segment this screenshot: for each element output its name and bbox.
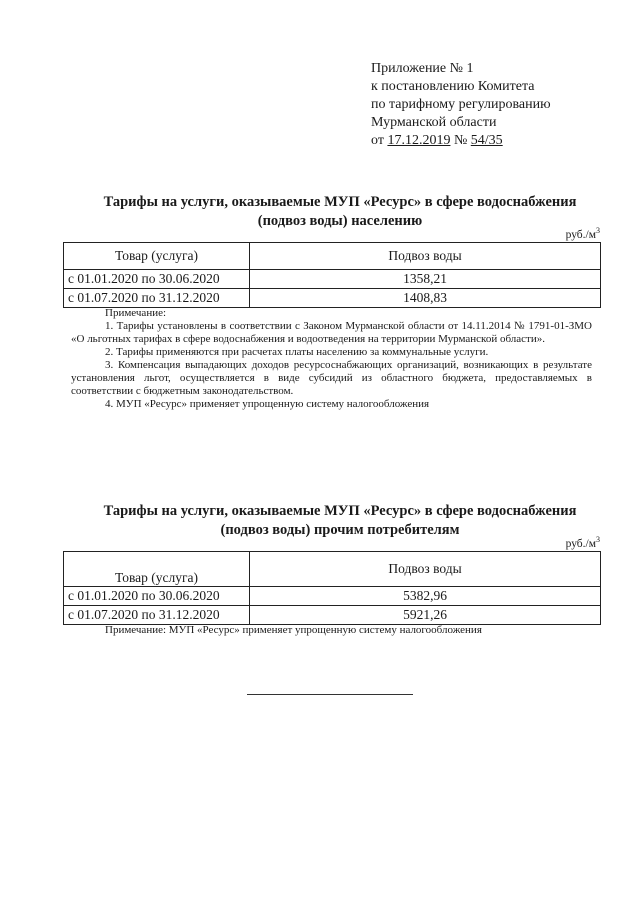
- section2-notes: [105, 624, 626, 637]
- appendix-date-line: [371, 132, 551, 150]
- notes-label: Примечание:: [105, 307, 167, 319]
- section1-notes: [71, 307, 592, 411]
- header-product: Товар (услуга): [64, 243, 250, 270]
- appendix-line-1: Приложение № 1: [371, 61, 474, 76]
- date-prefix: от: [371, 133, 388, 148]
- header-water-delivery: Подвоз воды: [250, 243, 601, 270]
- note-item: 1. Тарифы установлены в соответствии с Законом Мурманской области от 14.11.2014 № 1791-01-ЗМО «О льготных тарифах в сфере водоснабжения и водоотведения на территории Мурманской области».: [71, 320, 592, 345]
- table-row: [64, 606, 601, 625]
- table-header-row: [64, 552, 601, 587]
- note-item: Примечание: МУП «Ресурс» применяет упрощенную систему налогообложения: [105, 624, 482, 636]
- table-header-row: [64, 243, 601, 270]
- table-row: [64, 587, 601, 606]
- tariff-value-cell: 1408,83: [250, 289, 601, 308]
- section1-tariff-table: [63, 242, 601, 308]
- note-item: 4. МУП «Ресурс» применяет упрощенную систему налогообложения: [105, 398, 430, 410]
- section2-title-line1: Тарифы на услуги, оказываемые МУП «Ресурс» в сфере водоснабжения: [103, 503, 577, 519]
- section1-title: [60, 193, 620, 231]
- period-cell: с 01.07.2020 по 31.12.2020: [64, 606, 250, 625]
- header-water-delivery: Подвоз воды: [250, 552, 601, 587]
- period-cell: с 01.07.2020 по 31.12.2020: [64, 289, 250, 308]
- table-row: [64, 270, 601, 289]
- appendix-line-4: Мурманской области: [371, 115, 497, 130]
- appendix-line-3: по тарифному регулированию: [371, 97, 551, 112]
- section2-tariff-table: [63, 551, 601, 625]
- section1-title-line2: (подвоз воды) населению: [257, 213, 423, 229]
- tariff-value-cell: 5921,26: [250, 606, 601, 625]
- table-row: [64, 289, 601, 308]
- section1-unit: $руб./м^3$: [565, 226, 600, 241]
- section2-unit: $руб./м^3$: [565, 535, 600, 550]
- appendix-line-2: к постановлению Комитета: [371, 79, 535, 94]
- tariff-value-cell: 1358,21: [250, 270, 601, 289]
- section2-title-line2: (подвоз воды) прочим потребителям: [220, 522, 460, 538]
- closing-divider: [247, 694, 413, 695]
- section2-title: [60, 502, 620, 540]
- period-cell: с 01.01.2020 по 30.06.2020: [64, 587, 250, 606]
- period-cell: с 01.01.2020 по 30.06.2020: [64, 270, 250, 289]
- header-product: Товар (услуга): [64, 552, 250, 587]
- resolution-number: 54/35: [470, 133, 503, 148]
- section1-title-line1: Тарифы на услуги, оказываемые МУП «Ресурс» в сфере водоснабжения: [103, 194, 577, 210]
- tariff-value-cell: 5382,96: [250, 587, 601, 606]
- appendix-block: [371, 60, 551, 150]
- note-item: 3. Компенсация выпадающих доходов ресурсоснабжающих организаций, возникающих в результате установления льгот, осуществляется в виде субсидий из областного бюджета, предоставляемых в соответствии с бюджетным законодательством.: [71, 359, 592, 397]
- note-item: 2. Тарифы применяются при расчетах платы населению за коммунальные услуги.: [105, 346, 489, 358]
- resolution-date: 17.12.2019: [387, 133, 451, 148]
- number-prefix: №: [450, 133, 471, 148]
